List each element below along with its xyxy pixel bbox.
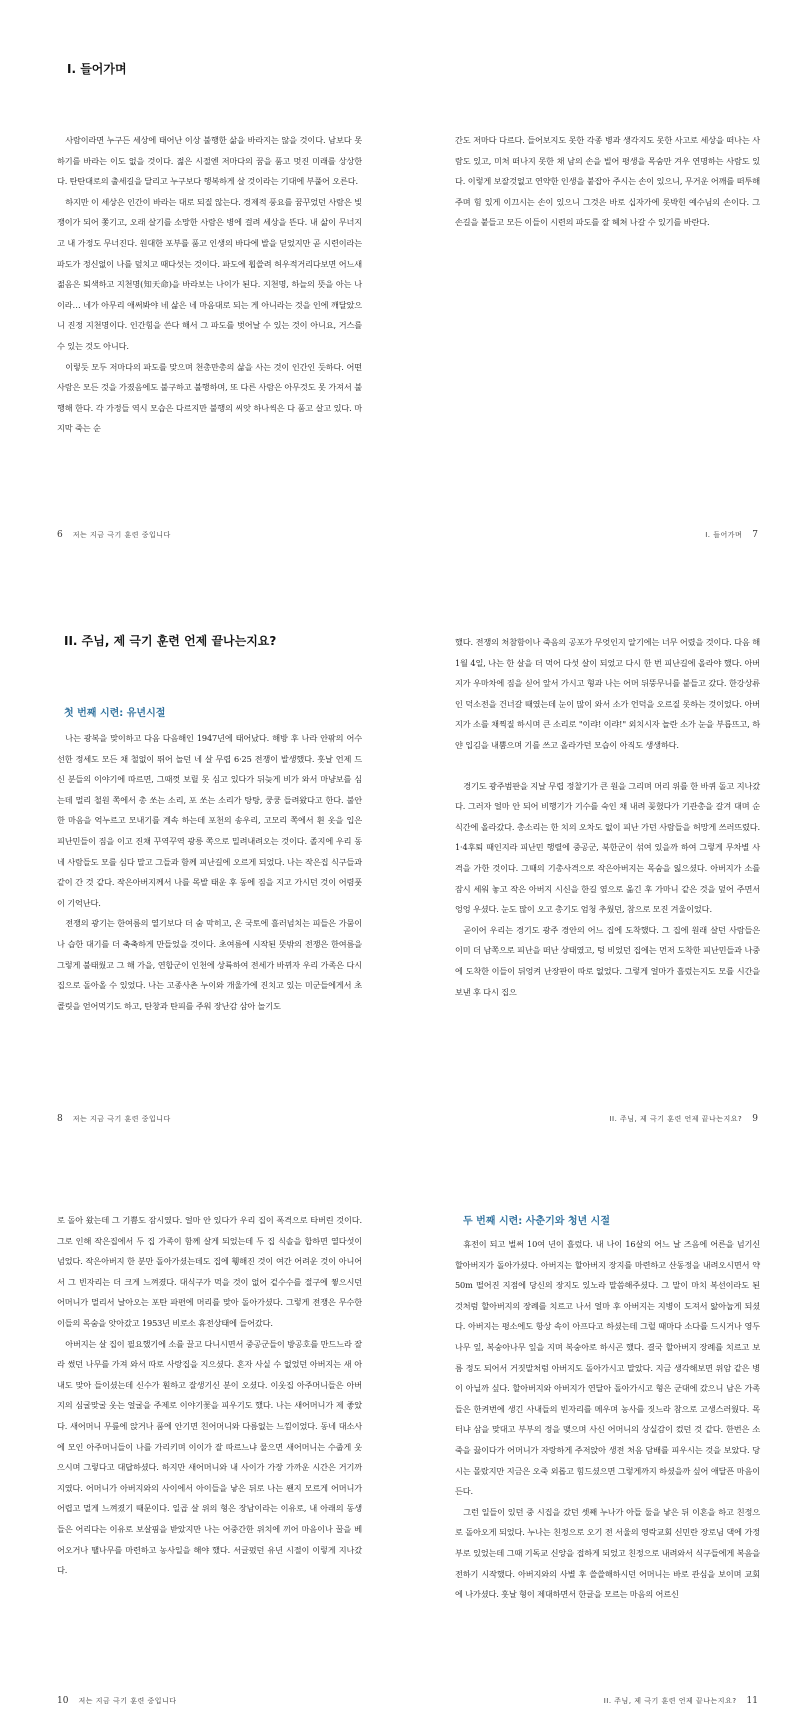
page-9-body bbox=[455, 632, 760, 1002]
section-heading: 두 번째 시련: 사춘기와 청년 시절 bbox=[463, 1216, 610, 1227]
page-number: 6 bbox=[57, 530, 63, 540]
page-10-folio bbox=[57, 1696, 187, 1706]
page-10-body bbox=[57, 1210, 362, 1581]
running-title: 저는 지금 극기 훈련 중입니다 bbox=[72, 1115, 171, 1123]
paragraph: 전쟁의 광기는 한여름의 열기보다 더 숨 막히고, 온 국토에 흘러넘치는 피들은 가뭄이나 습한 대기를 더 축축하게 만들었을 것이다. 초여름에 시작된 뜻밖의 전쟁은 한여름을 그렇게 불태웠고 그 해 가을, 연합군이 인천에 상륙하여 전세가 바뀌자 우리 가족은 다시 집으로 돌아올 수 있었다. 나는 고종사촌 누이와 개울가에 진치고 있는 미군들에게서 초콜릿을 얻어먹기도 하고, 탄창과 탄피를 주워 장난감 삼아 놀기도 bbox=[57, 918, 362, 1011]
page-6-folio bbox=[57, 530, 181, 540]
page-11-body bbox=[455, 1234, 760, 1605]
chapter-title: II. 주님, 제 극기 훈련 언제 끝나는지요? bbox=[64, 634, 277, 648]
running-title: 저는 지금 극기 훈련 중입니다 bbox=[72, 531, 171, 539]
paragraph: 그런 일들이 있던 중 시집을 갔던 셋째 누나가 아들 둘을 낳은 뒤 이혼을 하고 친정으로 돌아오게 되었다. 누나는 친정으로 오기 전 서울의 영락교회 신민란 장로님 댁에 가정부로 있었는데 그때 기독교 신앙을 접하게 되었고 친정으로 내려와서 식구들에게 복음을 전하기 시작했다. 아버지와의 사별 후 쓸쓸해하시던 어머니는 바로 관심을 보이며 교회에 나가셨다. 훗날 형이 제대하면서 한글을 모르는 마음의 어르신 bbox=[455, 1506, 760, 1600]
paragraph: 휴전이 되고 벌써 10여 년이 흘렀다. 내 나이 16살의 어느 날 즈음에 어른을 넘기신 할아버지가 돌아가셨다. 아버지는 할아버지 장지를 마련하고 산동정을 내려오시면서 약 50m 떨어진 지점에 당신의 장지도 있노라 말씀해주셨다. 그 말이 마치 복선이라도 된 것처럼 할아버지의 장례를 치르고 나서 얼마 후 아버지는 지병이 도져서 앓아눕게 되셨다. 아버지는 평소에도 항상 속이 아프다고 하셨는데 그럴 때마다 소다를 드시거나 영두나무 잎, 복숭아나무 잎을 지며 복숭아로 하시곤 했다. 결국 할아버지 장례를 치르고 보름 정도 되어서 거짓말처럼 아버지도 돌아가시고 말았다. 지금 생각해보면 위암 같은 병이 아닐까 싶다. 할아버지와 아버지가 연달아 돌아가시고 형은 군대에 갔으니 남은 가족들은 한켜번에 생긴 사내들의 빈자리를 메우며 농사를 짓느라 참으로 고생스러웠다. 목터냐 삼을 맞대고 부부의 정을 맺으며 사신 어머니의 상실감이 컸던 것 같다. 한번은 소죽을 끓이다가 어머니가 자랑하게 주저앉아 생전 처음 담배를 피우시는 것을 보았다. 당시는 몰랐지만 지금은 오죽 외롭고 힘드셨으면 그렇게까지 하셨을까 싶어 애달픈 마음이 든다. bbox=[455, 1239, 760, 1497]
running-title: II. 주님, 제 극기 훈련 언제 끝나는지요? bbox=[609, 1115, 743, 1123]
paragraph: 나는 광복을 맞이하고 다음 다음해인 1947년에 태어났다. 해방 후 나라 안팎의 어수선한 정세도 모든 채 철없이 뛰어 놀던 네 살 무렵 6·25 전쟁이 발생했다. 훗날 언제 드신 분들의 이야기에 따르면, 그때껏 보릴 못 심고 있다가 뒤늦게 비가 와서 마냥보를 심는데 멀리 철원 쪽에서 총 쏘는 소리, 포 쏘는 소리가 탕탕, 쿵쿵 들려왔다고 한다. 불안한 마음을 억누르고 모내기를 계속 하는데 포천의 송우리, 고모리 쪽에서 흰 옷을 입은 피난민들이 짐을 이고 진채 꾸역꾸역 광릉 쪽으로 밀려내려오는 것이다. 졸지에 우리 동네 사람들도 모를 심다 말고 그들과 함께 피난길에 오르게 되었다. 나는 작은집 식구들과 같이 간 것 같다. 작은아버지께서 나를 목발 태운 후 동에 짐을 지고 가시던 것이 어렴풋이 기억난다. bbox=[57, 733, 362, 908]
paragraph: 사람이라면 누구든 세상에 태어난 이상 불행한 삶을 바라지는 않을 것이다. 남보다 못하기를 바라는 이도 없을 것이다. 젊은 시절엔 저마다의 꿈을 품고 멋진 미래를 상상한다. 탄탄대로의 출세길을 달리고 누구보다 행복하게 살 것이라는 기대에 부풀어 오른다. bbox=[57, 135, 362, 187]
page-number: 8 bbox=[57, 1114, 63, 1124]
paragraph: 이렇듯 모두 저마다의 파도를 맞으며 천총만총의 삶을 사는 것이 인간인 듯하다. 어떤 사람은 모든 것을 가졌음에도 불구하고 불행하며, 또 다른 사람은 아무것도 못 가져서 불행해 한다. 각 가정들 역시 모습은 다르지만 불행의 씨앗 하나씩은 다 품고 살고 있다. 마지막 죽는 순 bbox=[57, 361, 362, 434]
page-8-folio bbox=[57, 1114, 181, 1124]
paragraph: 했다. 전쟁의 처참함이나 죽음의 공포가 무엇인지 알기에는 너무 어렸을 것이다. 다음 해 1월 4일, 나는 한 살을 더 먹어 다섯 살이 되었고 다시 한 번 피난길에 올라야 했다. 아버지가 우마차에 짐을 싣어 앞서 가시고 형과 나는 어머 뒤뚱무니를 붙들고 갔다. 한강상류인 덕소전을 건너갈 때였는데 눈이 많이 와서 소가 언덕을 오르질 못하는 것이었다. 아버지가 소를 채찍질 하시며 큰 소리로 "이랴! 이랴!" 외치시자 놀란 소가 눈을 부릅뜨고, 하얀 입김을 내뿜으며 기를 쓰고 올라가던 모습이 아직도 생생하다. bbox=[455, 637, 760, 750]
paragraph: 로 돌아 왔는데 그 기쁨도 잠시였다. 얼마 안 있다가 우리 집이 폭격으로 타버린 것이다. 그로 인해 작은집에서 두 집 가족이 함께 살게 되었는데 두 집 식솔을 합하면 열다섯이 넘었다. 작은아버지 한 분만 돌아가셨는데도 집에 휑해진 것이 여간 어려운 것이 아니어서 그 빈자리는 더 크게 느껴졌다. 대식구가 먹을 것이 없어 겉수수를 절구에 찧으시던 어머니가 멀리서 날아오는 포탄 파편에 머리를 맞아 돌아가셨다. 그렇게 전쟁은 무수한 이들의 목숨을 앗아갔고 1953년 비로소 휴전상태에 들어갔다. bbox=[57, 1215, 362, 1328]
page-number: 11 bbox=[746, 1696, 758, 1706]
page-number: 10 bbox=[57, 1696, 69, 1706]
page-7-folio bbox=[695, 530, 758, 540]
section-heading: 첫 번째 시련: 유년시절 bbox=[64, 708, 166, 719]
spread-pages-8-9 bbox=[0, 560, 810, 1140]
running-title: II. 주님, 제 극기 훈련 언제 끝나는지요? bbox=[603, 1697, 737, 1705]
page-9-folio bbox=[599, 1114, 758, 1124]
page-number: 7 bbox=[752, 530, 758, 540]
paragraph: 곧이어 우리는 경기도 광주 경안의 어느 집에 도착했다. 그 집에 원래 살던 사람들은 이미 더 남쪽으로 피난을 떠난 상태였고, 텅 비었던 집에는 먼저 도착한 피난민들과 나중에 도착한 이들이 뒤엉켜 난장판이 따로 없었다. 그렇게 얼마가 흘렀는지도 모를 시간을 보낸 후 다시 집으 bbox=[455, 924, 760, 997]
page-7-body bbox=[455, 130, 760, 233]
paragraph: 아버지는 살 집이 필요했기에 소를 끌고 다니시면서 중공군들이 방공호를 만드느라 잘라 썼던 나무를 가져 와서 따로 사랑집을 지으셨다. 혼자 사실 수 없었던 아버지는 새 아내도 맞아 들이셨는데 신수가 훤하고 잘생기신 분이 오셨다. 이웃집 아주머니들은 아버지의 심굴맞굴 웃는 얼굴을 주제로 이야기꽃을 피우기도 했다. 나는 새어머니가 제 좋았다. 새어머니 무릎에 앉거나 품에 안기면 친어머니와 다름없는 느낌이었다. 동네 대소사에 모인 아주머니들이 나를 가리키며 이이가 잘 따르느냐 물으면 새어머니는 수줍게 웃으시며 그렇다고 대답하셨다. 하지만 새어머니와 내 사이가 가장 가까운 시간은 거기까지였다. 어머니가 아버지와의 사이에서 아이들을 낳은 뒤로 나는 왠지 모르게 어머니가 어렵고 멀게 느껴졌기 때문이다. 일곱 살 위의 형은 장남이라는 이유로, 내 아래의 동생들은 어리다는 이유로 보살핌을 받았지만 나는 어중간한 위치에 끼어 마음이나 꿀을 베어오거나 땔나무를 마련하고 농사일을 해야 했다. 서글펐던 유년 시절이 이렇게 지나갔다. bbox=[57, 1338, 362, 1576]
chapter-title: I. 들어가며 bbox=[67, 62, 127, 76]
paragraph: 경기도 광주범판을 지날 무렵 정찰기가 큰 원을 그리며 머리 위를 한 바퀴 돌고 지나갔다. 그러자 얼마 안 되어 비행기가 기수를 숙인 채 내려 꽂혔다가 기관총을 갈겨 대며 순식간에 올라갔다. 총소리는 한 치의 오차도 없이 피난 가던 사람들을 허망게 쓰러뜨렸다. 1·4후퇴 때인지라 피난민 행렬에 중공군, 북한군이 섞여 있을까 하여 그렇게 무차별 사격을 가한 것이다. 그때의 기총사격으로 작은아버지는 목숨을 잃으셨다. 아버지가 소를 잠시 세워 놓고 작은 아버지 시신을 한길 옆으로 옮긴 후 가마니 같은 것을 덮어 주면서 엉엉 우셨다. 눈도 많이 오고 총기도 엄청 추웠던, 참으로 모진 겨울이었다. bbox=[455, 780, 760, 915]
page-8-body bbox=[57, 728, 362, 1016]
page-6-body bbox=[57, 130, 362, 439]
spread-pages-6-7 bbox=[0, 0, 810, 560]
page-number: 9 bbox=[752, 1114, 758, 1124]
spread-pages-10-11 bbox=[0, 1140, 810, 1722]
page-11-folio bbox=[594, 1696, 758, 1706]
running-title: 저는 지금 극기 훈련 중입니다 bbox=[78, 1697, 177, 1705]
paragraph: 하지만 이 세상은 인간이 바라는 대로 되질 않는다. 경제적 풍요를 꿈꾸었던 사람은 빚쟁이가 되어 쫓기고, 오래 살기를 소망한 사람은 병에 걸려 세상을 뜬다. 내 삶이 무너지고 내 가정도 무너진다. 원대한 포부를 품고 인생의 바다에 발을 딛었지만 곧 시련이라는 파도가 정신없이 나를 덮치고 때다섯는 것이다. 파도에 휩쓸려 허우적거리다보면 어느새 젊음은 퇴색하고 지천명(知天命)을 바라보는 나이가 된다. 지천명, 하늘의 뜻을 아는 나이라… 네가 아무리 애써봐야 네 삶은 네 마음대로 되는 게 아니라는 것을 인에 깨달았으니 진정 지천명이다. 인간힘을 쓴다 해서 그 파도를 벗어날 수 있는 것이 아니요, 거스를 수 있는 것도 아니다. bbox=[57, 196, 362, 351]
paragraph: 간도 저마다 다르다. 들어보지도 못한 각종 병과 생각지도 못한 사고로 세상을 떠나는 사람도 있고, 미처 떠나지 못한 채 남의 손을 빌어 평생을 목숨만 겨우 연명하는 사람도 있다. 이렇게 보잘것없고 연약한 인생을 붙잡아 주시는 손이 있으니, 무거운 어깨를 떠투해주며 힘 있게 이끄시는 손이 있으니 그것은 바로 십자가에 못박힌 예수님의 손이다. 그 손길을 붙들고 모든 이들이 시련의 파도를 잘 헤쳐 나갈 수 있기를 바란다. bbox=[455, 135, 760, 228]
running-title: I. 들어가며 bbox=[705, 531, 743, 539]
